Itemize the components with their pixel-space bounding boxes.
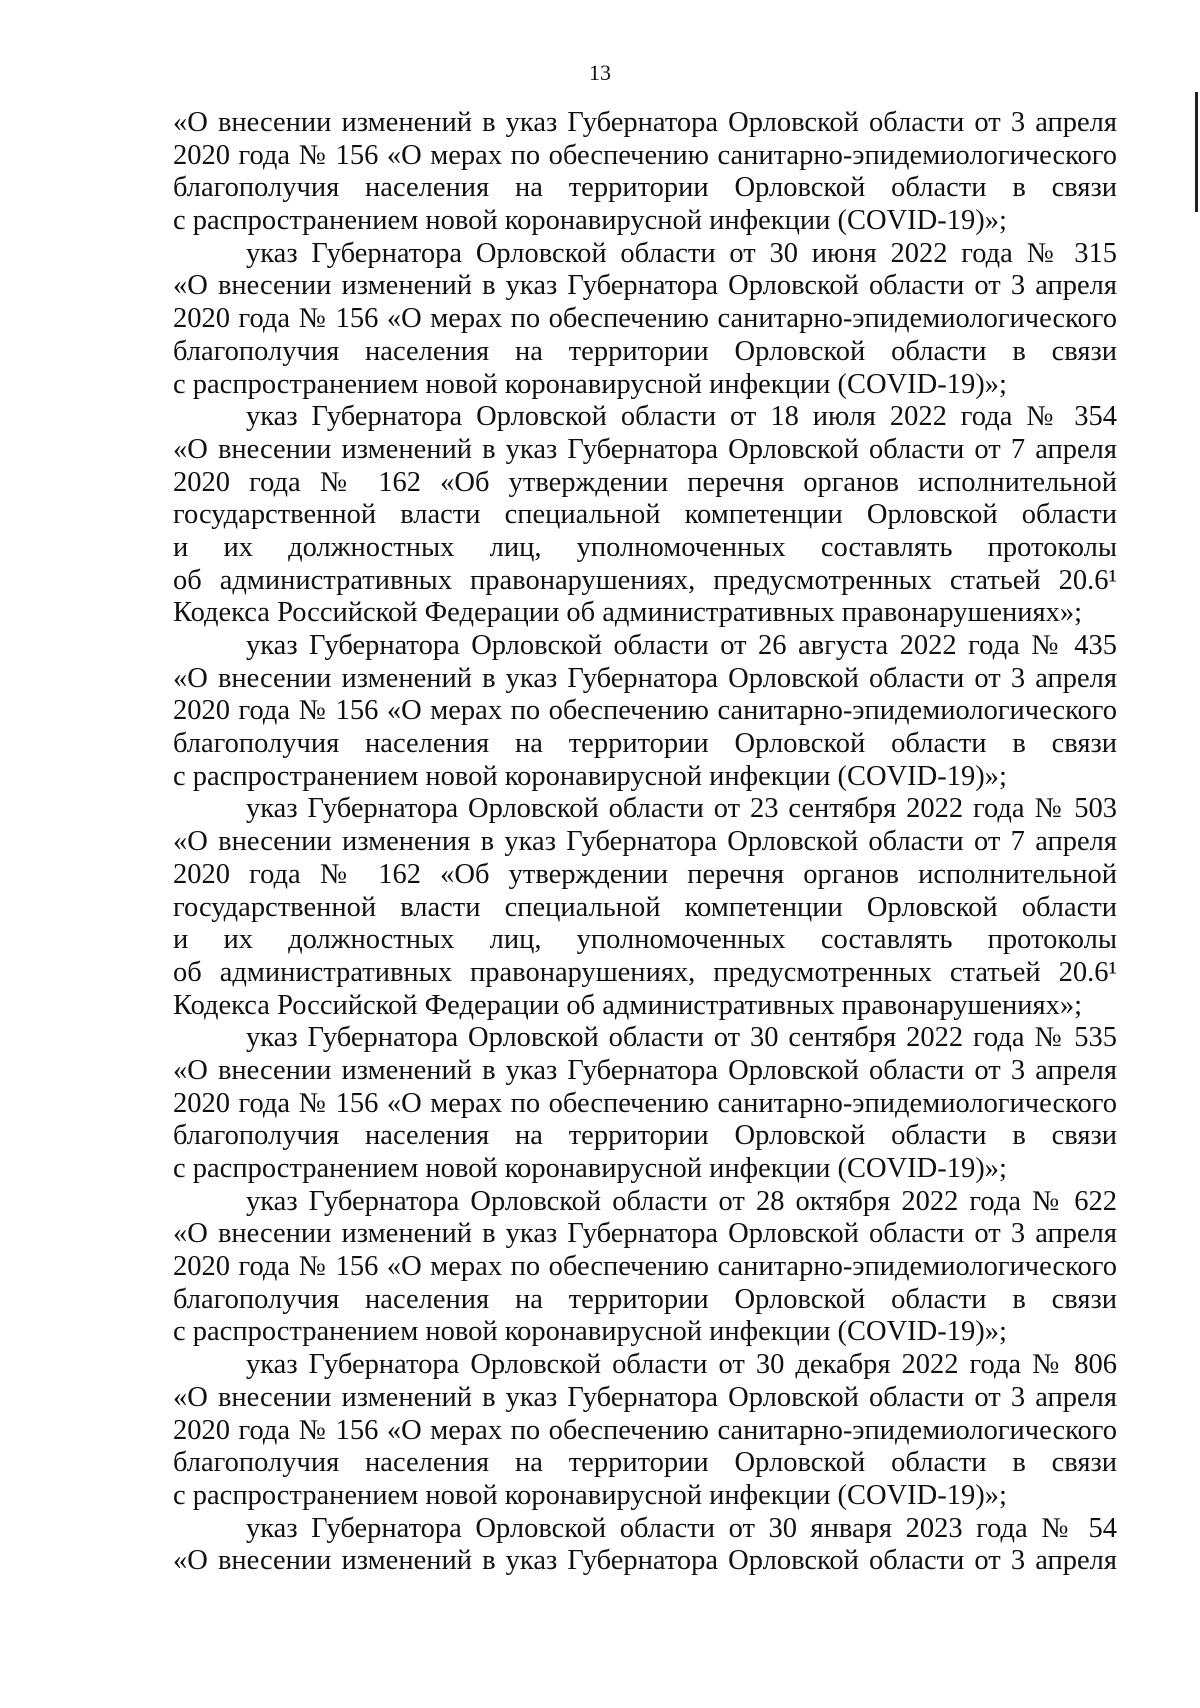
text-line: благополучия населения на территории Орловской области в связи [173, 335, 1117, 367]
text-line: с распространением новой коронавирусной инфекции (COVID-19)»; [173, 1153, 1007, 1184]
text-line: указ Губернатора Орловской области от 30 января 2023 года № 54 [246, 1512, 1117, 1544]
text-line: благополучия населения на территории Орловской области в связи [173, 1283, 1117, 1315]
text-line: об административных правонарушениях, предусмотренных статьей 20.6¹ [173, 564, 1117, 596]
text-line: государственной власти специальной компетенции Орловской области [173, 891, 1117, 923]
text-line: указ Губернатора Орловской области от 30 июня 2022 года № 315 [246, 237, 1117, 269]
text-line: и их должностных лиц, уполномоченных составлять протоколы [173, 531, 1117, 563]
text-line: «О внесении изменений в указ Губернатора Орловской области от 3 апреля [173, 1381, 1117, 1413]
text-line: 2020 года № 156 «О мерах по обеспечению санитарно-эпидемиологического [173, 303, 1117, 335]
text-line: указ Губернатора Орловской области от 26 августа 2022 года № 435 [246, 630, 1117, 661]
text-line: «О внесении изменений в указ Губернатора Орловской области от 3 апреля [173, 270, 1117, 302]
text-line: Кодекса Российской Федерации об административных правонарушениях»; [173, 989, 1083, 1021]
text-line: 2020 года № 156 «О мерах по обеспечению санитарно-эпидемиологического [173, 695, 1117, 727]
text-line: указ Губернатора Орловской области от 23 сентября 2022 года № 503 [246, 793, 1117, 825]
scan-edge-mark [1195, 92, 1198, 212]
document-body [173, 107, 1117, 1578]
text-line: 2020 года № 156 «О мерах по обеспечению санитарно-эпидемиологического [173, 1414, 1117, 1446]
text-line: 2020 года № 156 «О мерах по обеспечению санитарно-эпидемиологического [173, 1087, 1117, 1119]
text-line: «О внесении изменений в указ Губернатора Орловской области от 3 апреля [173, 1054, 1117, 1086]
text-line: 2020 года № 162 «Об утверждении перечня органов исполнительной [173, 466, 1117, 498]
text-line: 2020 года № 156 «О мерах по обеспечению санитарно-эпидемиологического [173, 1251, 1117, 1283]
text-line: «О внесении изменений в указ Губернатора Орловской области от 3 апреля [173, 662, 1117, 694]
text-line: с распространением новой коронавирусной инфекции (COVID-19)»; [173, 760, 1007, 792]
text-line: «О внесении изменения в указ Губернатора Орловской области от 7 апреля [173, 826, 1117, 858]
text-line: благополучия населения на территории Орловской области в связи [173, 172, 1117, 204]
text-line: указ Губернатора Орловской области от 28 октября 2022 года № 622 [246, 1185, 1117, 1217]
text-line: указ Губернатора Орловской области от 30 декабря 2022 года № 806 [246, 1349, 1117, 1381]
text-line: «О внесении изменений в указ Губернатора Орловской области от 7 апреля [173, 433, 1117, 465]
text-line: с распространением новой коронавирусной инфекции (COVID-19)»; [173, 1316, 1007, 1348]
text-line: с распространением новой коронавирусной инфекции (COVID-19)»; [173, 368, 1007, 400]
text-line: благополучия населения на территории Орловской области в связи [173, 1447, 1117, 1479]
text-line: с распространением новой коронавирусной инфекции (COVID-19)»; [173, 205, 1007, 237]
text-line: Кодекса Российской Федерации об административных правонарушениях»; [173, 597, 1083, 629]
text-line: с распространением новой коронавирусной инфекции (COVID-19)»; [173, 1479, 1007, 1511]
text-line: 2020 года № 156 «О мерах по обеспечению санитарно-эпидемиологического [173, 139, 1117, 171]
page-number: 13 [589, 60, 611, 85]
text-line: и их должностных лиц, уполномоченных составлять протоколы [173, 924, 1117, 956]
text-line: «О внесении изменений в указ Губернатора Орловской области от 3 апреля [173, 1545, 1117, 1577]
text-line: об административных правонарушениях, предусмотренных статьей 20.6¹ [173, 956, 1117, 988]
text-line: государственной власти специальной компетенции Орловской области [173, 499, 1117, 531]
text-line: благополучия населения на территории Орловской области в связи [173, 1120, 1117, 1152]
text-line: «О внесении изменений в указ Губернатора Орловской области от 3 апреля [173, 1218, 1117, 1250]
text-line: благополучия населения на территории Орловской области в связи [173, 728, 1117, 760]
text-line: 2020 года № 162 «Об утверждении перечня органов исполнительной [173, 858, 1117, 890]
text-line: указ Губернатора Орловской области от 18 июля 2022 года № 354 [246, 401, 1117, 433]
text-line: указ Губернатора Орловской области от 30 сентября 2022 года № 535 [246, 1022, 1117, 1054]
text-line: «О внесении изменений в указ Губернатора Орловской области от 3 апреля [173, 107, 1117, 138]
